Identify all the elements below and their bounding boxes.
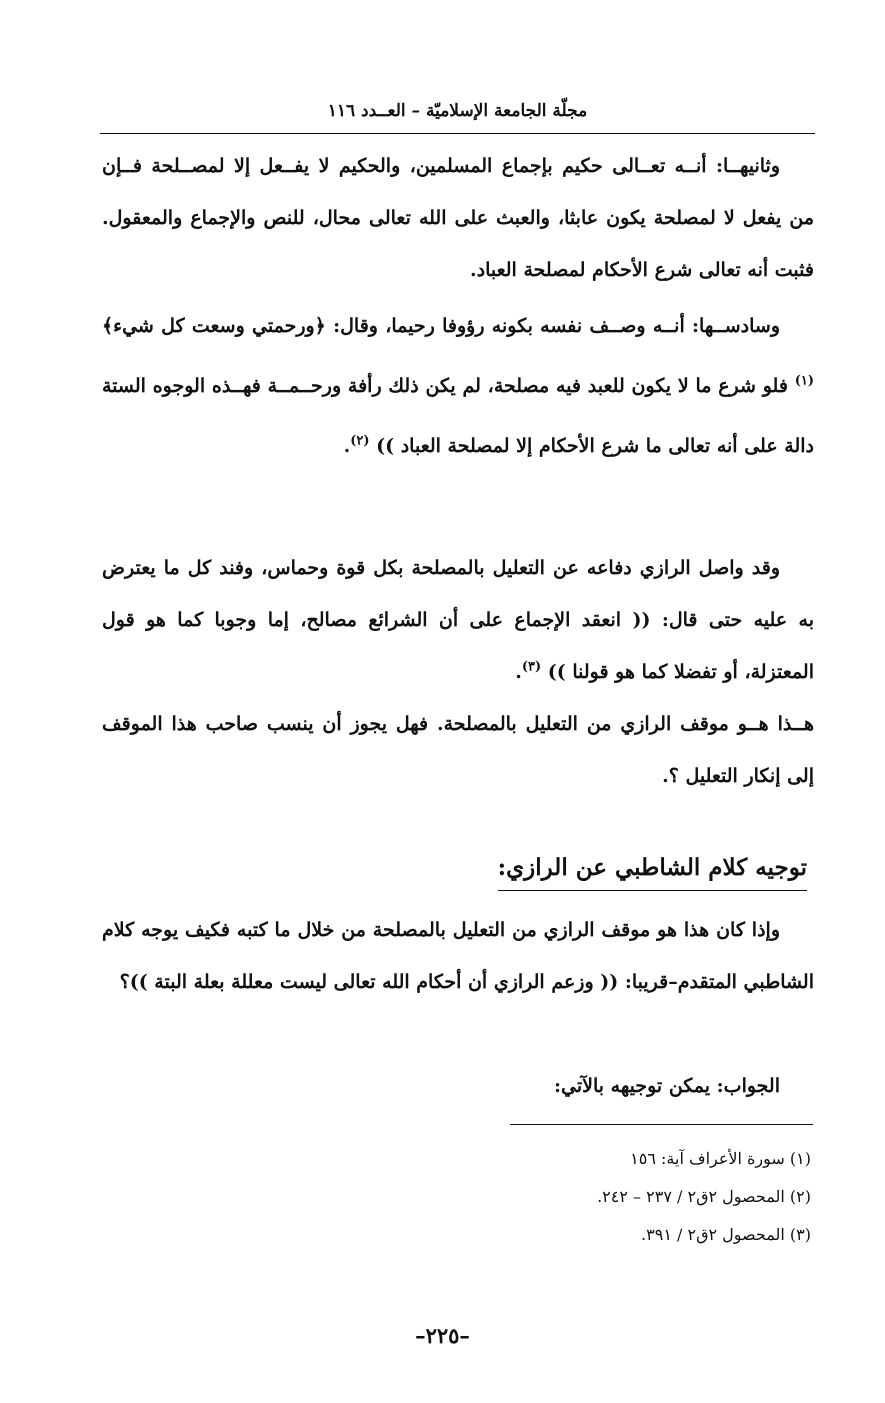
footnote-ref-1: (١) xyxy=(794,373,814,389)
paragraph-second-reason xyxy=(102,140,814,296)
sentence-end: . xyxy=(515,661,522,683)
paragraph-text: الجواب: يمكن توجيهه بالآتي: xyxy=(554,1075,780,1097)
footnote-divider xyxy=(510,1124,813,1125)
paragraph-text: وثانيهــا: أنــه تعــالى حكيم بإجماع المسلمين، والحكيم لا يفــعل إلا لمصــلحة فــإن من يفعل لا لمصلحة يكون عابثا، والعبث على الله تعالى محال، للنص والإجماع والمعقول. فثبت أنه تعالى شرع الأحكام لمصلحة العباد. xyxy=(102,155,814,281)
header-divider xyxy=(100,133,815,134)
paragraph-text: هــذا هــو موقف الرازي من التعليل بالمصلحة. فهل يجوز أن ينسب صاحب هذا الموقف إلى إنكار التعليل ؟. xyxy=(102,713,814,787)
footnotes xyxy=(311,1140,811,1254)
footnote-1: (١) سورة الأعراف آية: ١٥٦ xyxy=(630,1149,811,1168)
paragraph-text-start: وسادســها: أنــه وصــف نفسه بكونه رؤوفا رحيما، وقال: xyxy=(325,315,780,337)
page-number: –٢٢٥– xyxy=(415,1323,470,1348)
section-heading: توجيه كلام الشاطبي عن الرازي: xyxy=(498,848,807,891)
footnote-ref-3: (٣) xyxy=(521,659,542,675)
paragraph-text: وإذا كان هذا هو موقف الرازي من التعليل بالمصلحة من خلال ما كتبه فكيف يوجه كلام الشاطبي المتقدم–قريبا: (( وزعم الرازي أن أحكام الله تعالى ليست معللة بعلة البتة ))؟ xyxy=(102,919,814,993)
paragraph-text-end: فلو شرع ما لا يكون للعبد فيه مصلحة، لم يكن ذلك رأفة ورحــمــة فهــذه الوجوه الستة دالة على أنه تعالى ما شرع الأحكام إلا لمصلحة العباد )) xyxy=(102,375,814,457)
footnote-2: (٢) المحصول ٢ق٢ / ٢٣٧ – ٢٤٢. xyxy=(597,1187,811,1206)
paragraph-sixth-reason xyxy=(102,296,814,476)
paragraph-answer xyxy=(102,1060,814,1112)
footnote-ref-2: (٢) xyxy=(350,433,370,449)
running-header: مجلّة الجامعة الإسلاميّة – العــدد ١١٦ xyxy=(327,101,588,121)
paragraph-shatibi-question xyxy=(102,904,814,1008)
sentence-end: . xyxy=(343,435,351,457)
quran-quote: ﴿ورحمتي وسعت كل شيء﴾ xyxy=(102,315,326,337)
footnote-3: (٣) المحصول ٢ق٢ / ٣٩١. xyxy=(641,1225,811,1244)
paragraph-razi-defense xyxy=(102,542,814,698)
paragraph-text: وقد واصل الرازي دفاعه عن التعليل بالمصلحة بكل قوة وحماس، وفند كل ما يعترض به عليه حتى قال: (( انعقد الإجماع على أن الشرائع مصالح، إما وجوبا كما هو قول المعتزلة، أو تفضلا كما هو قولنا )) xyxy=(102,557,814,683)
paragraph-razi-position xyxy=(102,698,814,802)
